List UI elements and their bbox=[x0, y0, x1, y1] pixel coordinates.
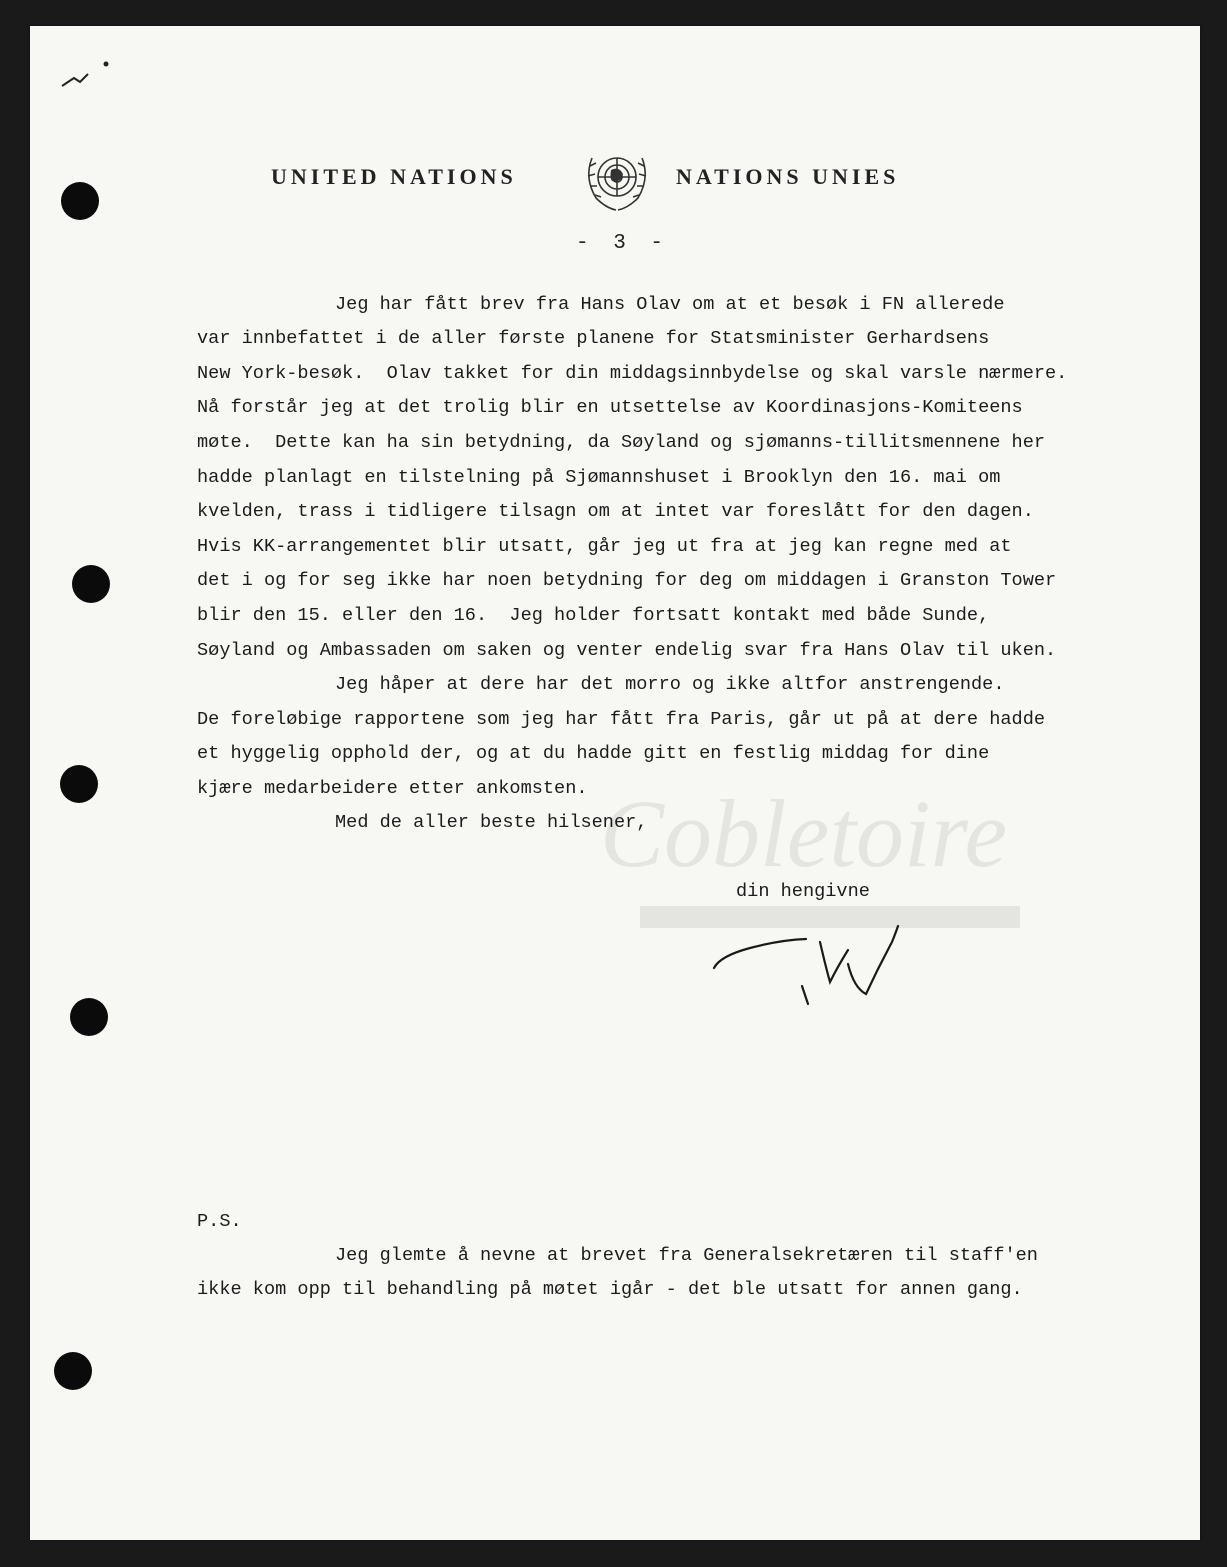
ps-line: Jeg glemte å nevne at brevet fra Generalsekretæren til staff'en bbox=[335, 1245, 1038, 1266]
punch-hole bbox=[60, 765, 98, 803]
punch-hole bbox=[70, 998, 108, 1036]
body-line: kvelden, trass i tidligere tilsagn om at intet var foreslått for den dagen. bbox=[197, 501, 1034, 522]
letterhead-french: NATIONS UNIES bbox=[676, 164, 900, 189]
body-line: hadde planlagt en tilstelning på Sjømannshuset i Brooklyn den 16. mai om bbox=[197, 467, 1001, 488]
body-line: det i og for seg ikke har noen betydning for deg om middagen i Granston Tower bbox=[197, 570, 1057, 591]
punch-hole bbox=[54, 1352, 92, 1390]
page-number: - 3 - bbox=[576, 232, 670, 255]
body-line: blir den 15. eller den 16. Jeg holder fortsatt kontakt med både Sunde, bbox=[197, 605, 990, 626]
punch-hole bbox=[72, 565, 110, 603]
ps-label: P.S. bbox=[197, 1211, 242, 1232]
un-emblem-icon bbox=[578, 144, 656, 214]
letterhead bbox=[30, 144, 1200, 214]
body-line: møte. Dette kan ha sin betydning, da Søyland og sjømanns-tillitsmennene her bbox=[197, 432, 1046, 453]
body-line: De foreløbige rapportene som jeg har fått fra Paris, går ut på at dere hadde bbox=[197, 709, 1046, 730]
body-line: Nå forstår jeg at det trolig blir en utsettelse av Koordinasjons-Komiteens bbox=[197, 397, 1023, 418]
letterhead-english: UNITED NATIONS bbox=[271, 164, 517, 189]
pen-mark-icon bbox=[60, 56, 120, 96]
body-line: Jeg håper at dere har det morro og ikke altfor anstrengende. bbox=[335, 674, 1005, 695]
body-line: Jeg har fått brev fra Hans Olav om at et besøk i FN allerede bbox=[335, 294, 1005, 315]
body-line: Søyland og Ambassaden om saken og venter endelig svar fra Hans Olav til uken. bbox=[197, 640, 1057, 661]
ps-line: ikke kom opp til behandling på møtet igår - det ble utsatt for annen gang. bbox=[197, 1279, 1023, 1300]
body-line: Hvis KK-arrangementet blir utsatt, går jeg ut fra at jeg kan regne med at bbox=[197, 536, 1012, 557]
signature-icon bbox=[710, 906, 930, 1046]
svg-text:Cobletoire: Cobletoire bbox=[600, 780, 1008, 887]
body-line: var innbefattet i de aller første planene for Statsminister Gerhardsens bbox=[197, 328, 990, 349]
body-line: et hyggelig opphold der, og at du hadde gitt en festlig middag for dine bbox=[197, 743, 990, 764]
body-line: New York-besøk. Olav takket for din middagsinnbydelse og skal varsle nærmere. bbox=[197, 363, 1068, 384]
body-line: kjære medarbeidere etter ankomsten. bbox=[197, 778, 588, 799]
body-line: Med de aller beste hilsener, bbox=[335, 812, 648, 833]
closing: din hengivne bbox=[736, 881, 870, 902]
letter-page bbox=[30, 26, 1200, 1540]
